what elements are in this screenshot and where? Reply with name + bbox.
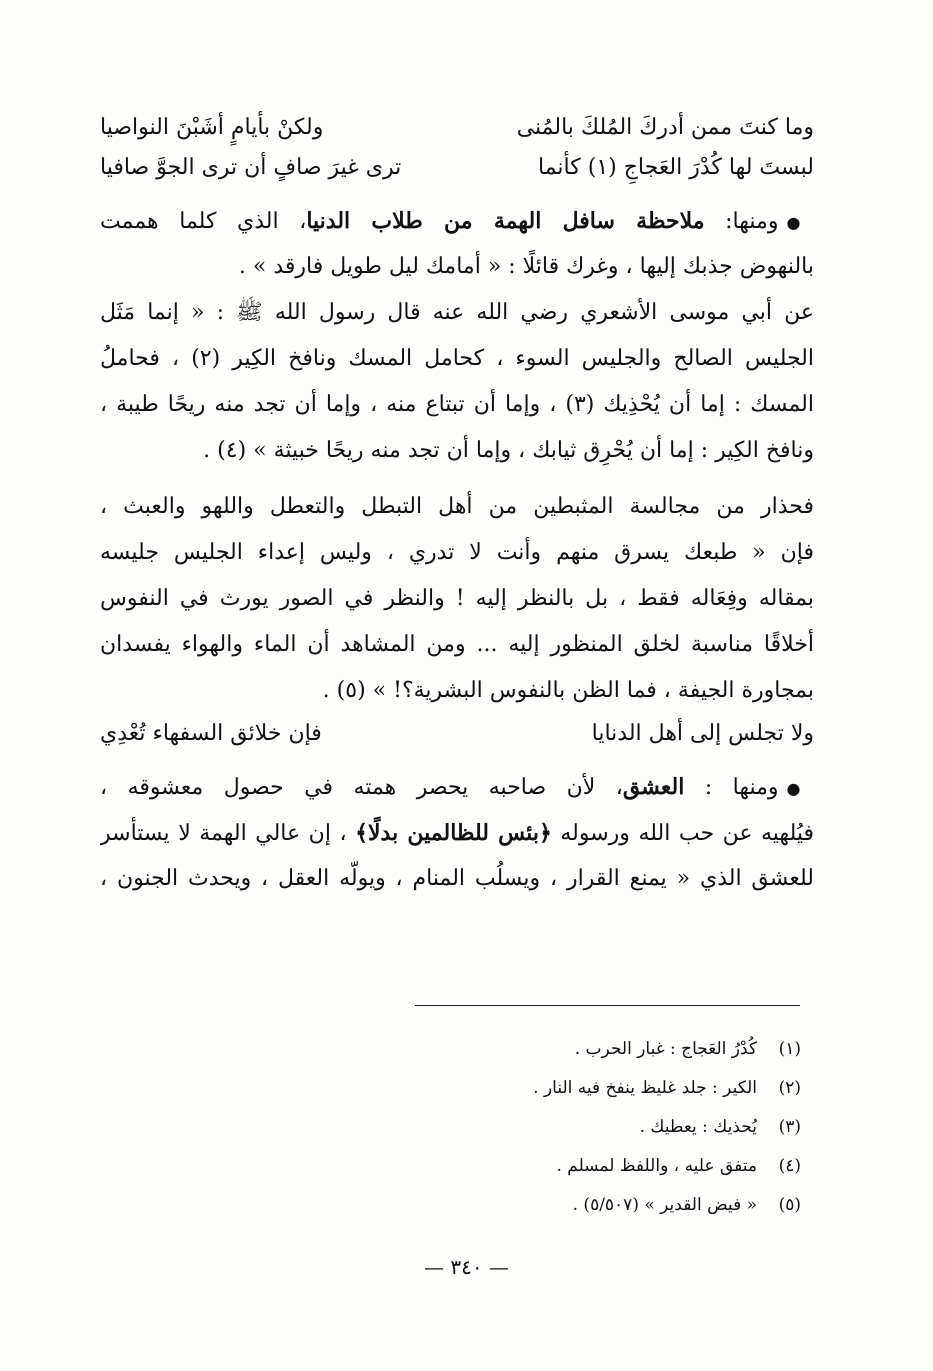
paragraph-line: بالنهوض جذبك إليها ، وغرك قائلًا : « أمامك ليل طويل فارقد » .: [238, 254, 814, 279]
footnotes: [381, 1030, 801, 1225]
footnote: (١)كُدْرُ العَجاج : غبار الحرب .: [574, 1039, 801, 1059]
paragraph-line: للعشق الذي « يمنع القرار ، ويسلُب المنام ، ويولّه العقل ، ويحدث الجنون ،: [100, 866, 814, 891]
paragraph-line: ونافخ الكِير : إما أن يُحْرِق ثيابك ، وإما أن تجد منه ريحًا خبيثة » (٤) .: [203, 438, 814, 463]
paragraph-line: ● ومنها : العشق، لأن صاحبه يحصر همته في حصول معشوقه ،: [100, 764, 814, 810]
verse-line: [100, 714, 814, 754]
verse-line: [100, 148, 814, 188]
verse-hemistich: فإن خلائق السفهاء تُعْدِي: [100, 721, 322, 746]
paragraph-line: الجليس الصالح والجليس السوء ، كحامل المسك ونافخ الكِير (٢) ، فحاملُ: [100, 346, 814, 371]
bold-heading: ملاحظة سافل الهمة من طلاب الدنيا: [306, 208, 705, 234]
paragraph-line: فإن « طبعك يسرق منهم وأنت لا تدري ، وليس إعداء الجليس جليسه: [100, 540, 814, 565]
paragraph-line: بمقاله وفِعَاله فقط ، بل بالنظر إليه ! والنظر في الصور يورث في النفوس: [100, 586, 814, 611]
footnote: (٤)متفق عليه ، واللفظ لمسلم .: [556, 1156, 801, 1176]
paragraph-line: المسك : إما أن يُحْذِيك (٣) ، وإما أن تبتاع منه ، وإما أن تجد منه ريحًا طيبة ،: [100, 392, 814, 417]
quran-quote: ﴿بئس للظالمين بدلًا﴾: [355, 820, 552, 846]
verse-hemistich: لبستَ لها كُدْرَ العَجاجِ (١) كأنما: [538, 155, 814, 180]
footnote-divider: [415, 1005, 800, 1006]
verse-hemistich: ولكنْ بأيامٍ أشَبْنَ النواصيا: [100, 115, 324, 140]
paragraph-line: فحذار من مجالسة المثبطين من أهل التبطل والتعطل واللهو والعبث ،: [100, 494, 814, 519]
verse-hemistich: ترى غيرَ صافٍ أن ترى الجوَّ صافيا: [100, 155, 402, 180]
verse-hemistich: وما كنتَ ممن أدركَ المُلكَ بالمُنى: [516, 115, 814, 140]
paragraph-line: أخلاقًا مناسبة لخلق المنظور إليه ... ومن المشاهد أن الماء والهواء يفسدان: [100, 632, 814, 657]
main-text: [100, 108, 814, 902]
paragraph-line: عن أبي موسى الأشعري رضي الله عنه قال رسول الله ﷺ : « إنما مَثَل: [100, 300, 814, 325]
footnote: (٢)الكير : جلد غليظ ينفخ فيه النار .: [533, 1078, 801, 1098]
footnote: (٥)« فيض القدير » (٥/٥٠٧) .: [572, 1195, 801, 1215]
paragraph-line: فيُلهيه عن حب الله ورسوله ﴿بئس للظالمين بدلًا﴾ ، إن عالي الهمة لا يستأسر: [100, 820, 814, 846]
page-number: — ٣٤٠ —: [424, 1255, 509, 1279]
paragraph-line: ● ومنها: ملاحظة سافل الهمة من طلاب الدنيا، الذي كلما هممت: [100, 198, 814, 244]
bold-heading: العشق: [622, 774, 685, 800]
verse-hemistich: ولا تجلس إلى أهل الدنايا: [591, 721, 814, 746]
paragraph-line: بمجاورة الجيفة ، فما الظن بالنفوس البشرية؟! » (٥) .: [322, 678, 814, 703]
footnote: (٣)يُحذيك : يعطيك .: [639, 1117, 801, 1137]
verse-line: [100, 108, 814, 148]
